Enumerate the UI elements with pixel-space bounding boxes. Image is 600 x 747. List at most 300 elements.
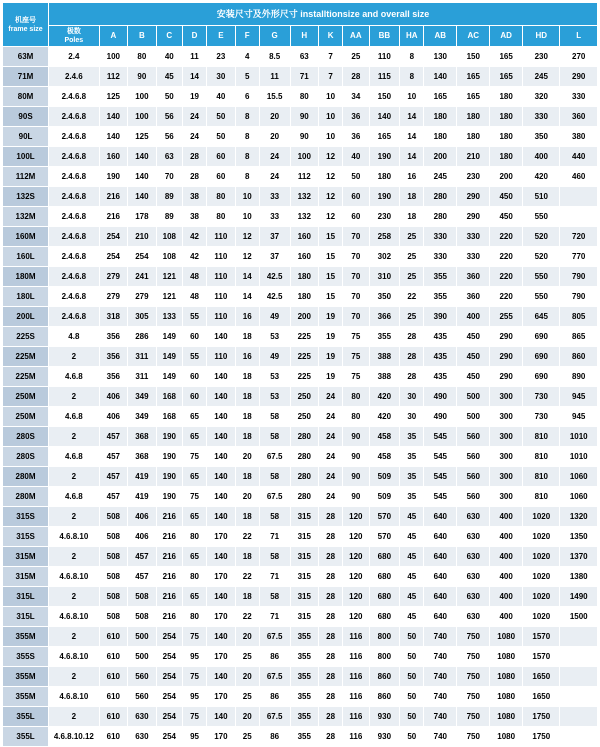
- cell-B: 140: [128, 167, 157, 187]
- cell-poles: 2.4.6.8: [49, 87, 99, 107]
- cell-B: 406: [128, 507, 157, 527]
- cell-C: 168: [156, 387, 182, 407]
- cell-HA: 28: [400, 367, 424, 387]
- cell-AA: 116: [343, 707, 369, 727]
- cell-poles: 2.4.6.8: [49, 267, 99, 287]
- cell-HA: 30: [400, 387, 424, 407]
- cell-HA: 50: [400, 707, 424, 727]
- cell-C: 190: [156, 467, 182, 487]
- cell-K: 12: [319, 187, 343, 207]
- cell-frame-size: 315S: [3, 507, 49, 527]
- cell-G: 24: [259, 167, 290, 187]
- header-col-G: G: [259, 26, 290, 47]
- cell-AD: 450: [490, 187, 523, 207]
- cell-D: 48: [182, 287, 206, 307]
- cell-HD: 810: [523, 487, 560, 507]
- cell-E: 110: [207, 227, 236, 247]
- cell-L: [560, 207, 598, 227]
- cell-L: 460: [560, 167, 598, 187]
- cell-poles: 4.6.8: [49, 367, 99, 387]
- cell-C: 254: [156, 687, 182, 707]
- cell-BB: 115: [369, 67, 400, 87]
- cell-E: 170: [207, 567, 236, 587]
- cell-A: 125: [99, 87, 128, 107]
- table-body: [3, 47, 598, 747]
- cell-B: 178: [128, 207, 157, 227]
- cell-A: 508: [99, 607, 128, 627]
- cell-AD: 1080: [490, 727, 523, 747]
- cell-HA: 50: [400, 647, 424, 667]
- cell-C: 216: [156, 507, 182, 527]
- cell-L: 865: [560, 327, 598, 347]
- cell-BB: 680: [369, 587, 400, 607]
- cell-H: 132: [290, 207, 319, 227]
- header-col-E: E: [207, 26, 236, 47]
- cell-F: 16: [235, 347, 259, 367]
- cell-HA: 25: [400, 307, 424, 327]
- cell-F: 14: [235, 287, 259, 307]
- cell-HD: 1570: [523, 627, 560, 647]
- header-frame-size-en: frame size: [8, 25, 43, 33]
- cell-F: 25: [235, 647, 259, 667]
- cell-D: 80: [182, 527, 206, 547]
- cell-E: 110: [207, 287, 236, 307]
- cell-G: 58: [259, 427, 290, 447]
- cell-E: 23: [207, 47, 236, 67]
- cell-BB: 800: [369, 627, 400, 647]
- cell-B: 210: [128, 227, 157, 247]
- cell-C: 56: [156, 127, 182, 147]
- cell-K: 28: [319, 567, 343, 587]
- cell-HA: 30: [400, 407, 424, 427]
- cell-H: 63: [290, 47, 319, 67]
- cell-D: 24: [182, 107, 206, 127]
- cell-F: 8: [235, 107, 259, 127]
- cell-poles: 2.4.6.8: [49, 187, 99, 207]
- cell-D: 60: [182, 367, 206, 387]
- cell-HD: 1750: [523, 727, 560, 747]
- cell-BB: 190: [369, 187, 400, 207]
- cell-A: 610: [99, 647, 128, 667]
- cell-K: 15: [319, 287, 343, 307]
- cell-AC: 180: [457, 107, 490, 127]
- cell-B: 100: [128, 87, 157, 107]
- cell-HD: 320: [523, 87, 560, 107]
- cell-A: 356: [99, 367, 128, 387]
- cell-HD: 1650: [523, 667, 560, 687]
- cell-A: 100: [99, 47, 128, 67]
- cell-AC: 165: [457, 67, 490, 87]
- header-col-H: H: [290, 26, 319, 47]
- table-row: [3, 107, 598, 127]
- cell-G: 71: [259, 567, 290, 587]
- cell-AA: 116: [343, 727, 369, 747]
- cell-B: 305: [128, 307, 157, 327]
- cell-AD: 300: [490, 467, 523, 487]
- cell-L: 1060: [560, 487, 598, 507]
- cell-H: 315: [290, 547, 319, 567]
- cell-K: 15: [319, 267, 343, 287]
- cell-HD: 330: [523, 107, 560, 127]
- cell-BB: 350: [369, 287, 400, 307]
- cell-F: 18: [235, 467, 259, 487]
- table-row: [3, 247, 598, 267]
- cell-AC: 630: [457, 527, 490, 547]
- table-row: [3, 287, 598, 307]
- cell-HD: 690: [523, 347, 560, 367]
- cell-F: 20: [235, 447, 259, 467]
- cell-AC: 330: [457, 227, 490, 247]
- cell-AC: 560: [457, 487, 490, 507]
- cell-AA: 90: [343, 467, 369, 487]
- cell-frame-size: 355S: [3, 647, 49, 667]
- cell-L: 1500: [560, 607, 598, 627]
- table-row: [3, 327, 598, 347]
- cell-AC: 630: [457, 587, 490, 607]
- table-row: [3, 87, 598, 107]
- cell-AB: 740: [424, 647, 457, 667]
- cell-AC: 210: [457, 147, 490, 167]
- cell-D: 95: [182, 727, 206, 747]
- cell-L: [560, 647, 598, 667]
- cell-E: 110: [207, 307, 236, 327]
- cell-frame-size: 200L: [3, 307, 49, 327]
- cell-HD: 730: [523, 387, 560, 407]
- cell-AB: 740: [424, 627, 457, 647]
- cell-G: 58: [259, 407, 290, 427]
- cell-C: 89: [156, 187, 182, 207]
- header-col-D: D: [182, 26, 206, 47]
- cell-A: 406: [99, 407, 128, 427]
- table-row: [3, 67, 598, 87]
- cell-AD: 165: [490, 47, 523, 67]
- cell-B: 368: [128, 427, 157, 447]
- cell-HD: 730: [523, 407, 560, 427]
- cell-H: 71: [290, 67, 319, 87]
- cell-AB: 490: [424, 387, 457, 407]
- cell-K: 28: [319, 687, 343, 707]
- cell-H: 315: [290, 567, 319, 587]
- cell-G: 86: [259, 647, 290, 667]
- cell-K: 28: [319, 587, 343, 607]
- cell-A: 610: [99, 627, 128, 647]
- cell-HA: 18: [400, 207, 424, 227]
- cell-poles: 2.4.6.8: [49, 307, 99, 327]
- cell-K: 12: [319, 207, 343, 227]
- cell-AB: 280: [424, 187, 457, 207]
- table-row: [3, 647, 598, 667]
- cell-BB: 930: [369, 707, 400, 727]
- cell-BB: 458: [369, 447, 400, 467]
- cell-K: 10: [319, 107, 343, 127]
- cell-AC: 560: [457, 447, 490, 467]
- cell-B: 560: [128, 667, 157, 687]
- cell-G: 42.5: [259, 267, 290, 287]
- cell-AA: 75: [343, 347, 369, 367]
- cell-BB: 509: [369, 487, 400, 507]
- cell-K: 24: [319, 487, 343, 507]
- cell-B: 630: [128, 727, 157, 747]
- cell-BB: 680: [369, 567, 400, 587]
- header-frame-size: [3, 3, 49, 47]
- cell-AC: 750: [457, 727, 490, 747]
- cell-AD: 300: [490, 427, 523, 447]
- cell-A: 406: [99, 387, 128, 407]
- cell-A: 318: [99, 307, 128, 327]
- cell-BB: 420: [369, 387, 400, 407]
- cell-D: 42: [182, 227, 206, 247]
- cell-HD: 1020: [523, 567, 560, 587]
- cell-AB: 640: [424, 547, 457, 567]
- cell-L: 1010: [560, 447, 598, 467]
- cell-AC: 165: [457, 87, 490, 107]
- cell-F: 8: [235, 147, 259, 167]
- cell-L: [560, 727, 598, 747]
- cell-AD: 220: [490, 267, 523, 287]
- cell-AC: 290: [457, 187, 490, 207]
- cell-AA: 120: [343, 567, 369, 587]
- cell-L: 860: [560, 347, 598, 367]
- cell-AA: 116: [343, 667, 369, 687]
- cell-HD: 1650: [523, 687, 560, 707]
- cell-E: 170: [207, 527, 236, 547]
- cell-B: 140: [128, 187, 157, 207]
- cell-E: 50: [207, 127, 236, 147]
- cell-E: 30: [207, 67, 236, 87]
- cell-L: 1320: [560, 507, 598, 527]
- cell-L: 360: [560, 107, 598, 127]
- cell-G: 58: [259, 507, 290, 527]
- header-col-HD: HD: [523, 26, 560, 47]
- cell-G: 49: [259, 347, 290, 367]
- cell-K: 24: [319, 387, 343, 407]
- motor-dimensions-table: [2, 2, 598, 747]
- cell-H: 200: [290, 307, 319, 327]
- cell-C: 216: [156, 587, 182, 607]
- cell-HD: 810: [523, 467, 560, 487]
- cell-AC: 630: [457, 607, 490, 627]
- cell-HD: 550: [523, 267, 560, 287]
- cell-A: 356: [99, 347, 128, 367]
- cell-G: 58: [259, 467, 290, 487]
- cell-C: 149: [156, 327, 182, 347]
- header-col-C: C: [156, 26, 182, 47]
- table-row: [3, 407, 598, 427]
- cell-D: 75: [182, 627, 206, 647]
- cell-HA: 45: [400, 507, 424, 527]
- cell-HA: 14: [400, 107, 424, 127]
- cell-H: 90: [290, 107, 319, 127]
- cell-H: 225: [290, 367, 319, 387]
- table-row: [3, 367, 598, 387]
- cell-D: 95: [182, 647, 206, 667]
- cell-H: 90: [290, 127, 319, 147]
- cell-AA: 90: [343, 447, 369, 467]
- cell-poles: 4.6.8.10: [49, 647, 99, 667]
- cell-AA: 116: [343, 687, 369, 707]
- cell-H: 315: [290, 527, 319, 547]
- cell-frame-size: 132S: [3, 187, 49, 207]
- cell-K: 24: [319, 467, 343, 487]
- cell-poles: 4.6.8.10: [49, 607, 99, 627]
- cell-B: 630: [128, 707, 157, 727]
- cell-HD: 550: [523, 287, 560, 307]
- cell-C: 254: [156, 627, 182, 647]
- cell-frame-size: 160M: [3, 227, 49, 247]
- cell-G: 67.5: [259, 447, 290, 467]
- cell-AA: 75: [343, 327, 369, 347]
- cell-D: 55: [182, 307, 206, 327]
- cell-C: 254: [156, 707, 182, 727]
- cell-AC: 630: [457, 547, 490, 567]
- cell-AD: 180: [490, 87, 523, 107]
- cell-F: 12: [235, 227, 259, 247]
- cell-HA: 50: [400, 627, 424, 647]
- cell-E: 140: [207, 587, 236, 607]
- cell-C: 216: [156, 527, 182, 547]
- cell-BB: 680: [369, 607, 400, 627]
- cell-AD: 300: [490, 447, 523, 467]
- cell-F: 16: [235, 307, 259, 327]
- cell-D: 19: [182, 87, 206, 107]
- cell-AD: 400: [490, 567, 523, 587]
- cell-F: 20: [235, 707, 259, 727]
- cell-frame-size: 160L: [3, 247, 49, 267]
- cell-poles: 2: [49, 467, 99, 487]
- cell-AC: 750: [457, 707, 490, 727]
- cell-L: [560, 707, 598, 727]
- cell-L: 1010: [560, 427, 598, 447]
- cell-L: 945: [560, 387, 598, 407]
- table-row: [3, 727, 598, 747]
- cell-H: 355: [290, 707, 319, 727]
- cell-poles: 2.4.6.8: [49, 287, 99, 307]
- cell-HD: 810: [523, 427, 560, 447]
- cell-L: 440: [560, 147, 598, 167]
- cell-G: 86: [259, 687, 290, 707]
- cell-HD: 520: [523, 227, 560, 247]
- cell-L: 290: [560, 67, 598, 87]
- cell-poles: 2: [49, 547, 99, 567]
- cell-AB: 490: [424, 407, 457, 427]
- cell-frame-size: 112M: [3, 167, 49, 187]
- cell-AA: 70: [343, 247, 369, 267]
- cell-D: 14: [182, 67, 206, 87]
- cell-AD: 400: [490, 587, 523, 607]
- cell-G: 71: [259, 527, 290, 547]
- cell-AC: 180: [457, 127, 490, 147]
- cell-C: 70: [156, 167, 182, 187]
- cell-AC: 750: [457, 627, 490, 647]
- cell-BB: 355: [369, 327, 400, 347]
- cell-AC: 360: [457, 287, 490, 307]
- cell-AA: 90: [343, 427, 369, 447]
- cell-BB: 860: [369, 687, 400, 707]
- cell-C: 168: [156, 407, 182, 427]
- cell-AA: 28: [343, 67, 369, 87]
- cell-AA: 75: [343, 367, 369, 387]
- cell-poles: 2: [49, 587, 99, 607]
- cell-AD: 290: [490, 327, 523, 347]
- cell-frame-size: 63M: [3, 47, 49, 67]
- cell-AD: 220: [490, 227, 523, 247]
- cell-HD: 230: [523, 47, 560, 67]
- cell-B: 311: [128, 347, 157, 367]
- cell-K: 7: [319, 47, 343, 67]
- cell-frame-size: 225M: [3, 347, 49, 367]
- cell-HA: 45: [400, 607, 424, 627]
- cell-frame-size: 355L: [3, 727, 49, 747]
- cell-C: 108: [156, 227, 182, 247]
- cell-D: 65: [182, 427, 206, 447]
- cell-K: 28: [319, 507, 343, 527]
- cell-AD: 300: [490, 407, 523, 427]
- cell-D: 80: [182, 567, 206, 587]
- cell-E: 140: [207, 367, 236, 387]
- cell-HA: 25: [400, 247, 424, 267]
- cell-AA: 120: [343, 587, 369, 607]
- cell-H: 160: [290, 227, 319, 247]
- cell-AD: 400: [490, 507, 523, 527]
- cell-K: 24: [319, 407, 343, 427]
- cell-AA: 36: [343, 107, 369, 127]
- cell-B: 508: [128, 587, 157, 607]
- header-col-F: F: [235, 26, 259, 47]
- cell-B: 500: [128, 647, 157, 667]
- cell-HA: 14: [400, 147, 424, 167]
- table-row: [3, 507, 598, 527]
- cell-AB: 435: [424, 367, 457, 387]
- cell-H: 100: [290, 147, 319, 167]
- table-row: [3, 387, 598, 407]
- cell-F: 22: [235, 567, 259, 587]
- cell-AD: 1080: [490, 627, 523, 647]
- cell-L: 790: [560, 287, 598, 307]
- cell-HD: 810: [523, 447, 560, 467]
- cell-frame-size: 80M: [3, 87, 49, 107]
- header-col-AA: AA: [343, 26, 369, 47]
- header-poles: [49, 26, 99, 47]
- cell-K: 10: [319, 127, 343, 147]
- cell-AD: 1080: [490, 687, 523, 707]
- cell-B: 90: [128, 67, 157, 87]
- cell-K: 19: [319, 367, 343, 387]
- cell-L: 890: [560, 367, 598, 387]
- cell-H: 160: [290, 247, 319, 267]
- cell-F: 20: [235, 487, 259, 507]
- cell-HD: 1750: [523, 707, 560, 727]
- cell-D: 38: [182, 187, 206, 207]
- cell-F: 8: [235, 127, 259, 147]
- cell-C: 190: [156, 427, 182, 447]
- cell-AD: 400: [490, 527, 523, 547]
- cell-HD: 1020: [523, 507, 560, 527]
- cell-K: 7: [319, 67, 343, 87]
- cell-D: 75: [182, 487, 206, 507]
- cell-C: 56: [156, 107, 182, 127]
- cell-A: 508: [99, 507, 128, 527]
- cell-D: 65: [182, 407, 206, 427]
- cell-HA: 25: [400, 267, 424, 287]
- cell-HA: 18: [400, 187, 424, 207]
- cell-A: 457: [99, 427, 128, 447]
- cell-A: 508: [99, 567, 128, 587]
- cell-B: 279: [128, 287, 157, 307]
- cell-AC: 500: [457, 387, 490, 407]
- cell-BB: 165: [369, 127, 400, 147]
- cell-D: 11: [182, 47, 206, 67]
- cell-A: 610: [99, 707, 128, 727]
